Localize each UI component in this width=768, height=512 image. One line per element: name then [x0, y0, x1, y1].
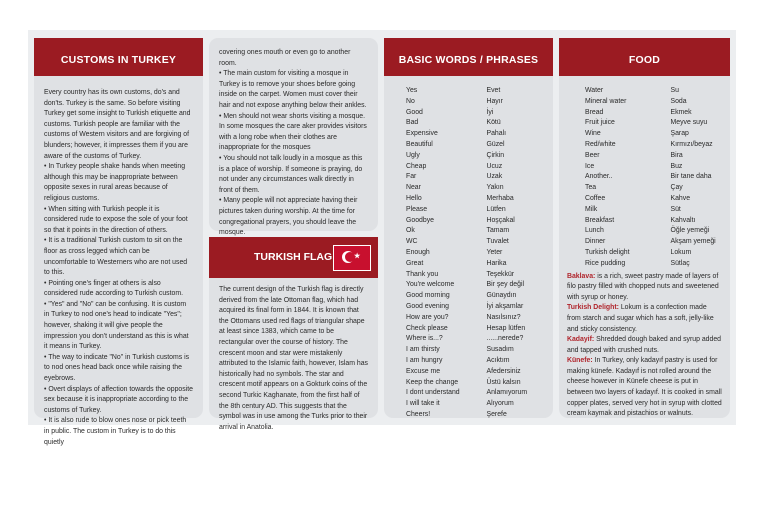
customs-paragraph: Every country has its own customs, do's and don'ts. Turkey is the same. So before visiting Turkey get some insight to Turkish etiquette and customs. Turkish people are familiar with the customs of Western visitors and are forgiving of blunders; however, it impresses them if you are aware of the customs of Turkey.: [44, 89, 191, 160]
english-term: I will take it: [406, 400, 440, 408]
english-term: Turkish delight: [585, 248, 630, 256]
english-term: Rice pudding: [585, 259, 626, 267]
customs-paragraph: • It is also rude to blow ones nose or pick teeth in public. The custom in Turkey is to do this quietly: [44, 417, 187, 446]
turkish-term: Susadım: [486, 346, 514, 354]
english-term: Tea: [585, 184, 597, 192]
dish-description: [567, 356, 722, 420]
english-term: Bread: [585, 108, 604, 116]
dish-name: Kadayif:: [567, 336, 595, 344]
food-title: FOOD: [559, 38, 730, 76]
food-list: [559, 76, 730, 270]
turkish-term: Buz: [670, 162, 683, 170]
english-term: Yes: [406, 87, 418, 94]
turkish-term: Çirkin: [486, 151, 505, 159]
turkish-term: Hesap lütfen: [486, 324, 526, 332]
english-term: Hello: [406, 194, 422, 202]
english-term: Cheers!: [406, 410, 431, 418]
customs-paragraph: • Overt displays of affection towards the opposite sex because it is inappropriate according to the customs of Turkey.: [44, 385, 193, 414]
turkish-term: Üstü kalsın: [486, 378, 521, 386]
turkish-term: Süt: [670, 205, 681, 213]
english-term: Wine: [585, 130, 601, 138]
english-term: How are you?: [406, 313, 449, 321]
flag-title: TURKISH FLAG: [254, 251, 333, 263]
english-term: Beer: [585, 151, 600, 159]
customs-paragraph: • Pointing one's finger at others is also considered rude according to Turkish custom.: [44, 279, 184, 298]
dish-description: [567, 303, 722, 335]
customs-paragraph: • The way to indicate "No" in Turkish customs is to nod ones head back once while raising the eyebrows.: [44, 353, 190, 383]
turkish-flag-panel: [209, 237, 378, 431]
english-term: You're welcome: [406, 281, 455, 289]
turkish-term: Güzel: [486, 140, 505, 148]
dish-text: Shredded dough baked and syrup added and tapped with crushed nuts.: [567, 336, 722, 354]
english-term: Coffee: [585, 194, 606, 202]
turkish-term: ......nerede?: [486, 335, 524, 343]
english-term: Red/white: [585, 140, 616, 148]
dish-name: Turkish Delight:: [567, 304, 619, 312]
english-term: No: [406, 97, 415, 105]
turkish-term: Şarap: [670, 130, 689, 138]
turkish-term: Uzak: [486, 173, 503, 181]
english-term: Thank you: [406, 270, 439, 278]
customs-continued-text: [209, 38, 378, 239]
english-term: Lunch: [585, 227, 604, 235]
turkish-term: Alıyorum: [486, 400, 514, 408]
dish-name: Künefe:: [567, 357, 593, 365]
turkish-term: Kötü: [486, 119, 501, 127]
english-term: I am hungry: [406, 356, 443, 364]
customs-paragraph: • "Yes" and "No" can be confusing. It is custom in Turkey to nod one's head to indicate "Yes"; however, shaking it will give people the impression you don't understand as this is what it means in Turkey.: [44, 300, 189, 351]
english-term: Enough: [406, 248, 430, 256]
turkish-term: Ekmek: [670, 108, 692, 116]
turkish-term: Harika: [486, 259, 507, 267]
customs-panel: [34, 38, 203, 446]
turkish-term: Anlamıyorum: [486, 389, 528, 397]
turkish-term: Kahve: [670, 194, 691, 202]
english-term: Ok: [406, 227, 415, 235]
english-term: Keep the change: [406, 378, 459, 386]
turkish-term: Hayır: [486, 97, 503, 105]
turkish-term: Yakın: [486, 184, 504, 192]
turkish-term: Afedersiniz: [486, 367, 521, 375]
dish-description: [567, 335, 722, 356]
english-term: Another..: [585, 173, 613, 181]
turkish-term: Sütlaç: [670, 259, 690, 267]
english-term: Check please: [406, 324, 448, 332]
dish-name: Baklava:: [567, 272, 596, 280]
english-term: Water: [585, 87, 604, 94]
turkish-term: Akşam yemeği: [670, 238, 716, 246]
english-term: I am thirsty: [406, 346, 440, 354]
customs-paragraph: • The main custom for visiting a mosque in Turkey is to remove your shoes before going inside on the carpet. Women must cover their hair and not expose anything below their ankles.: [219, 70, 367, 109]
customs-paragraph: • When sitting with Turkish people it is considered rude to expose the sole of your foot so that it points in the direction of others.: [44, 205, 188, 234]
turkish-term: Lokum: [670, 248, 692, 256]
english-term: Where is...?: [406, 335, 443, 343]
turkish-term: Bir şey değil: [486, 281, 525, 289]
english-term: Goodbye: [406, 216, 434, 224]
customs-paragraph: covering ones mouth or even go to another room.: [219, 49, 351, 67]
turkish-term: Şerefe: [486, 410, 507, 418]
dish-text: is a rich, sweet pastry made of layers of filo pastry filled with chopped nuts and sweetened with syrup or honey.: [567, 272, 719, 301]
customs-paragraph: • Men should not wear shorts visiting a mosque. In some mosques the care aker provides visitors with a long robe when their clothes are inappropriate for the mosques: [219, 112, 367, 152]
english-term: Great: [406, 259, 424, 267]
turkish-term: Lütfen: [486, 205, 506, 213]
turkish-term: Çay: [670, 184, 683, 192]
english-term: Far: [406, 173, 417, 181]
turkish-term: Hoşçakal: [486, 216, 515, 224]
phrases-title: BASIC WORDS / PHRASES: [384, 38, 553, 76]
dish-text: In Turkey, only kadayıf pastry is used for making künefe. Kadayıf is not rolled around the cheese however in Künefe cheese is put in between two layers of kadayıf. It is cooked in small copper plates, served very hot in syrup with clotted cream kaymak and pistachios or walnuts.: [567, 357, 722, 418]
flag-text: The current design of the Turkish flag is directly derived from the late Ottoman flag, which had acquired its final form in 1844. It is known that the Ottomans used red flags of triangular shape at least since 1383, which came to be rectangular over the course of history. The crescent moon and star were mistakenly attributed to the Islamic faith, however, Islam has historically had no symbols. The star and crescent motif appears on a Gokturk coins of the second Turkic Kaghanate, from the first half of the 8th century AD. This suggests that the symbol was in use among the Turks prior to their arrival in Anatolia.: [219, 286, 368, 431]
turkish-term: Yeter: [486, 248, 503, 256]
turkish-term: Meyve suyu: [670, 119, 708, 127]
turkish-term: Acıktım: [486, 356, 510, 364]
english-term: Good evening: [406, 302, 449, 310]
english-term: Fruit juice: [585, 119, 615, 127]
english-term: Mineral water: [585, 97, 627, 105]
customs-paragraph: • You should not talk loudly in a mosque as this is a place of worship. If someone is praying, do not under any circumstances walk directly in front of them.: [219, 154, 363, 194]
english-term: Dinner: [585, 238, 606, 246]
english-term: Good morning: [406, 292, 450, 300]
english-term: Excuse me: [406, 367, 441, 375]
english-term: Near: [406, 184, 421, 192]
dish-text: Lokum is a confection made from starch and sugar which has a soft, jelly-like and sticky consistency.: [567, 304, 714, 333]
english-term: WC: [406, 238, 418, 246]
turkish-term: İyi: [486, 108, 494, 116]
turkish-term: Merhaba: [486, 194, 514, 202]
turkish-term: Teşekkür: [486, 270, 515, 278]
english-column: [384, 86, 473, 421]
customs-continued-panel: [209, 38, 378, 237]
turkish-term: Ucuz: [486, 162, 503, 170]
turkish-term: Evet: [486, 87, 501, 94]
turkish-flag-icon: ★: [333, 245, 371, 271]
customs-paragraph: • Many people will not appreciate having their pictures taken during worship. At the time for congregational prayers, you should leave the mosque.: [219, 197, 358, 237]
phrases-list: [384, 76, 553, 421]
english-term: Ugly: [406, 151, 420, 159]
turkish-term: Bir tane daha: [670, 173, 712, 181]
english-column: [559, 86, 645, 270]
turkish-term: Tuvalet: [486, 238, 509, 246]
turkish-column: [645, 86, 731, 270]
turkish-term: Kırmızı/beyaz: [670, 140, 713, 148]
customs-paragraph: • In Turkey people shake hands when meeting although this may be inappropriate between opposite sexes in rural areas because of religious customs.: [44, 163, 186, 202]
turkish-term: Günaydın: [486, 292, 517, 300]
english-term: Good: [406, 108, 423, 116]
turkish-column: [473, 86, 554, 421]
dish-descriptions: [559, 270, 730, 420]
turkish-term: Soda: [670, 97, 687, 105]
flag-header: [209, 237, 378, 278]
turkish-term: Öğle yemeği: [670, 227, 710, 235]
english-term: Milk: [585, 205, 598, 213]
dish-description: [567, 272, 722, 304]
turkish-term: Pahalı: [486, 130, 507, 138]
customs-paragraph: • It is a traditional Turkish custom to sit on the floor as cross legged which can be uncomfortable to Westerners who are not used to this.: [44, 237, 188, 277]
english-term: Please: [406, 205, 428, 213]
customs-title: CUSTOMS IN TURKEY: [34, 38, 203, 76]
phrases-panel: [384, 38, 553, 418]
english-term: Cheap: [406, 162, 427, 170]
turkish-term: Bira: [670, 151, 683, 159]
turkish-term: İyi akşamlar: [486, 302, 524, 310]
english-term: I dont understand: [406, 389, 460, 397]
english-term: Ice: [585, 162, 595, 170]
english-term: Breakfast: [585, 216, 615, 224]
english-term: Beautiful: [406, 140, 433, 148]
food-panel: [559, 38, 730, 418]
turkish-term: Su: [670, 87, 679, 94]
english-term: Bad: [406, 119, 419, 127]
turkish-term: Nasılsınız?: [486, 313, 521, 321]
english-term: Expensive: [406, 130, 438, 138]
turkish-term: Kahvaltı: [670, 216, 696, 224]
customs-text: [34, 76, 203, 448]
turkish-term: Tamam: [486, 227, 510, 235]
